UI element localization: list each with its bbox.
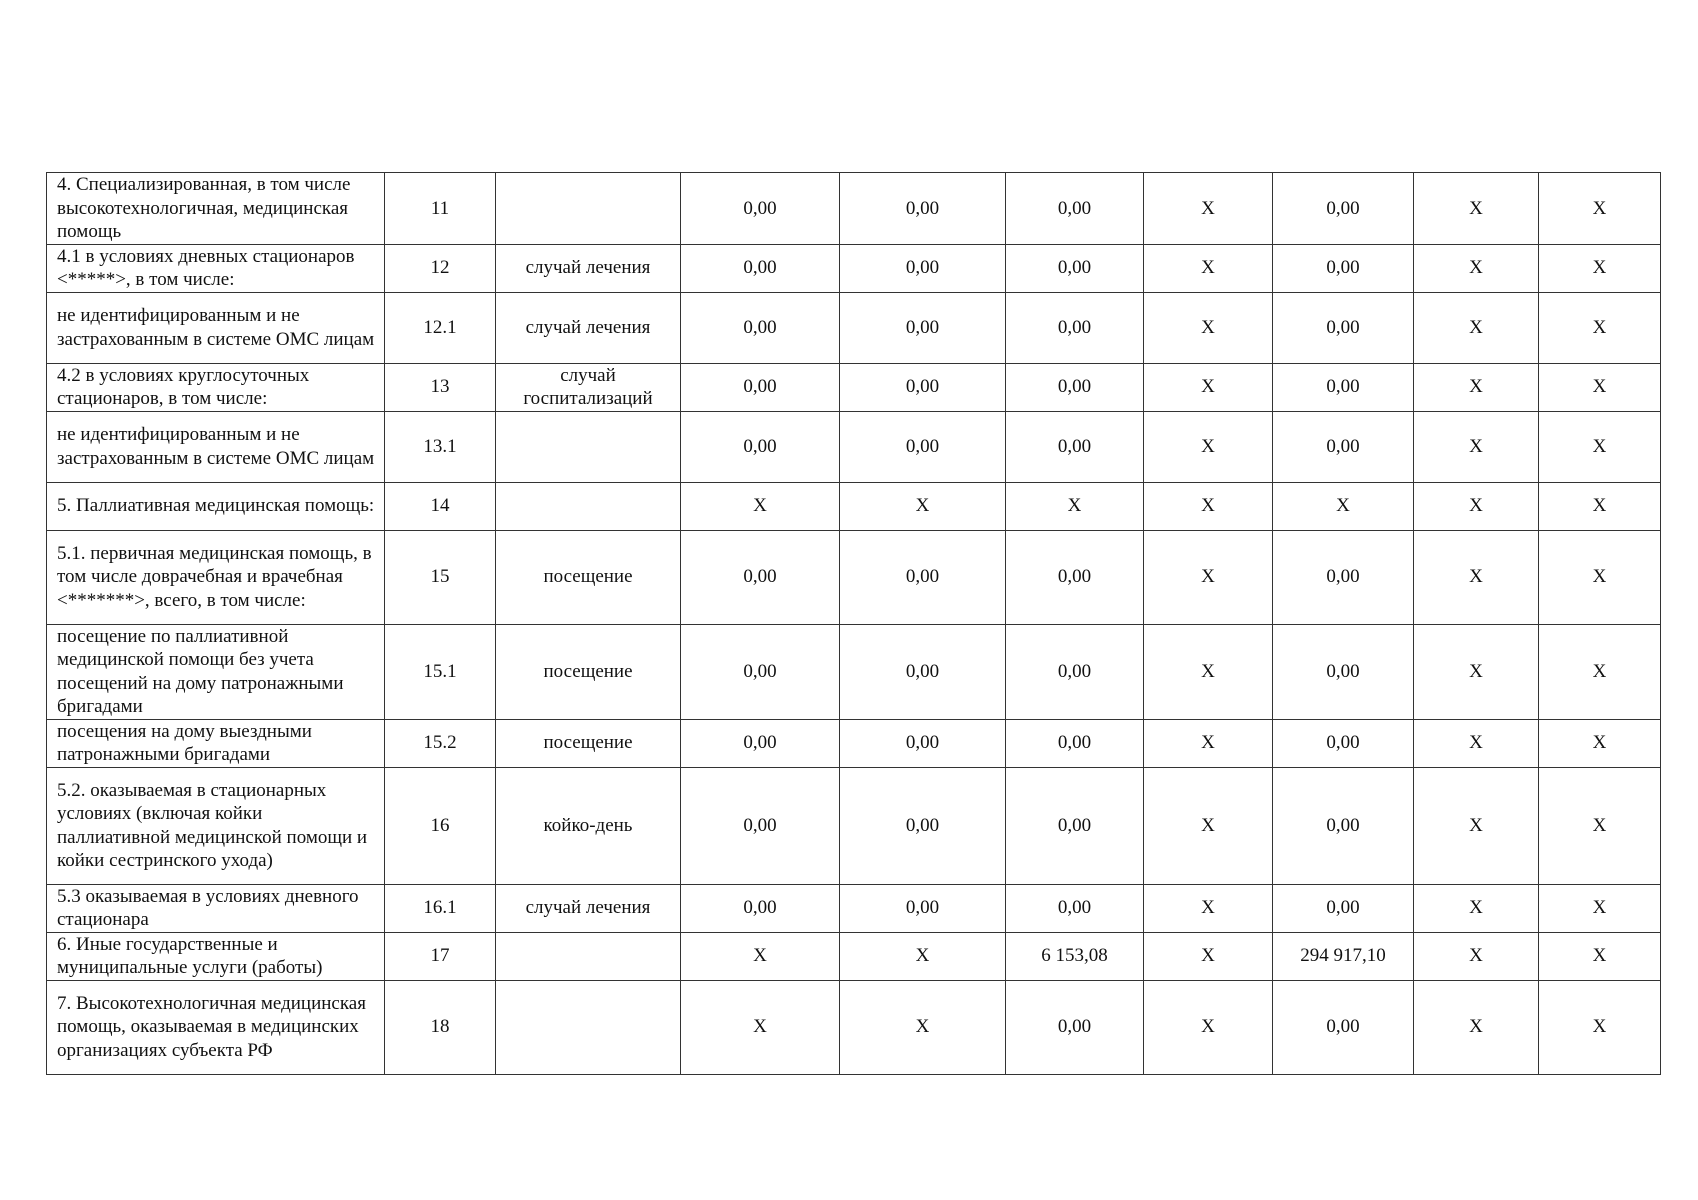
row-col-6: X bbox=[1414, 980, 1539, 1074]
row-col-5: 0,00 bbox=[1273, 719, 1414, 767]
row-col-1: 0,00 bbox=[681, 767, 840, 884]
row-code: 18 bbox=[385, 980, 496, 1074]
row-col-5: 0,00 bbox=[1273, 767, 1414, 884]
row-col-3: 0,00 bbox=[1006, 884, 1144, 932]
row-col-5: 0,00 bbox=[1273, 530, 1414, 624]
row-name: 5.1. первичная медицинская помощь, в том числе доврачебная и врачебная <*******>, всего, в том числе: bbox=[47, 530, 385, 624]
table-row bbox=[47, 411, 1661, 482]
row-col-7: X bbox=[1539, 884, 1661, 932]
table-row bbox=[47, 719, 1661, 767]
row-col-7: X bbox=[1539, 980, 1661, 1074]
row-col-6: X bbox=[1414, 173, 1539, 245]
row-col-7: X bbox=[1539, 767, 1661, 884]
row-code: 12.1 bbox=[385, 292, 496, 363]
row-col-1: X bbox=[681, 932, 840, 980]
row-unit bbox=[496, 482, 681, 530]
row-col-2: 0,00 bbox=[840, 173, 1006, 245]
row-col-4: X bbox=[1144, 884, 1273, 932]
table-row bbox=[47, 932, 1661, 980]
row-col-5: 0,00 bbox=[1273, 363, 1414, 411]
table-row bbox=[47, 173, 1661, 245]
row-col-3: 0,00 bbox=[1006, 411, 1144, 482]
row-col-4: X bbox=[1144, 363, 1273, 411]
row-unit: случай лечения bbox=[496, 244, 681, 292]
row-col-1: 0,00 bbox=[681, 530, 840, 624]
row-col-2: 0,00 bbox=[840, 530, 1006, 624]
row-col-3: 0,00 bbox=[1006, 530, 1144, 624]
row-col-3: 0,00 bbox=[1006, 980, 1144, 1074]
row-col-7: X bbox=[1539, 624, 1661, 719]
row-code: 13.1 bbox=[385, 411, 496, 482]
row-col-3: 0,00 bbox=[1006, 719, 1144, 767]
row-col-6: X bbox=[1414, 624, 1539, 719]
row-col-7: X bbox=[1539, 173, 1661, 245]
row-col-3: 0,00 bbox=[1006, 292, 1144, 363]
row-col-2: X bbox=[840, 980, 1006, 1074]
row-col-5: 0,00 bbox=[1273, 624, 1414, 719]
row-name: 5.2. оказываемая в стационарных условиях (включая койки паллиативной медицинской помощи и койки сестринского ухода) bbox=[47, 767, 385, 884]
row-col-3: 0,00 bbox=[1006, 244, 1144, 292]
row-col-4: X bbox=[1144, 624, 1273, 719]
table-row bbox=[47, 482, 1661, 530]
table-row bbox=[47, 530, 1661, 624]
row-name: 4.2 в условиях круглосуточных стационаров, в том числе: bbox=[47, 363, 385, 411]
row-col-4: X bbox=[1144, 173, 1273, 245]
row-col-7: X bbox=[1539, 244, 1661, 292]
table-row bbox=[47, 292, 1661, 363]
row-col-6: X bbox=[1414, 767, 1539, 884]
row-unit: посещение bbox=[496, 530, 681, 624]
row-col-2: 0,00 bbox=[840, 767, 1006, 884]
row-name: 5.3 оказываемая в условиях дневного стационара bbox=[47, 884, 385, 932]
row-col-6: X bbox=[1414, 884, 1539, 932]
row-col-1: 0,00 bbox=[681, 884, 840, 932]
row-code: 14 bbox=[385, 482, 496, 530]
row-col-7: X bbox=[1539, 530, 1661, 624]
row-col-2: 0,00 bbox=[840, 884, 1006, 932]
row-col-5: 0,00 bbox=[1273, 244, 1414, 292]
row-col-1: 0,00 bbox=[681, 411, 840, 482]
row-col-5: X bbox=[1273, 482, 1414, 530]
row-col-4: X bbox=[1144, 292, 1273, 363]
row-col-4: X bbox=[1144, 482, 1273, 530]
row-col-2: X bbox=[840, 932, 1006, 980]
row-col-5: 0,00 bbox=[1273, 411, 1414, 482]
row-col-2: 0,00 bbox=[840, 244, 1006, 292]
table-row bbox=[47, 363, 1661, 411]
row-col-6: X bbox=[1414, 363, 1539, 411]
row-col-7: X bbox=[1539, 292, 1661, 363]
row-col-5: 0,00 bbox=[1273, 173, 1414, 245]
row-col-5: 0,00 bbox=[1273, 884, 1414, 932]
row-col-5: 0,00 bbox=[1273, 980, 1414, 1074]
row-col-3: 6 153,08 bbox=[1006, 932, 1144, 980]
row-col-2: 0,00 bbox=[840, 624, 1006, 719]
row-col-2: X bbox=[840, 482, 1006, 530]
row-col-1: 0,00 bbox=[681, 624, 840, 719]
row-col-1: 0,00 bbox=[681, 719, 840, 767]
row-name: не идентифицированным и не застрахованным в системе ОМС лицам bbox=[47, 411, 385, 482]
row-col-7: X bbox=[1539, 363, 1661, 411]
row-col-2: 0,00 bbox=[840, 363, 1006, 411]
row-col-4: X bbox=[1144, 932, 1273, 980]
row-code: 17 bbox=[385, 932, 496, 980]
row-col-4: X bbox=[1144, 719, 1273, 767]
row-col-2: 0,00 bbox=[840, 719, 1006, 767]
row-col-2: 0,00 bbox=[840, 411, 1006, 482]
row-col-3: X bbox=[1006, 482, 1144, 530]
table-body bbox=[47, 173, 1661, 1075]
row-name: посещение по паллиативной медицинской помощи без учета посещений на дому патронажными бригадами bbox=[47, 624, 385, 719]
row-col-1: X bbox=[681, 980, 840, 1074]
row-col-6: X bbox=[1414, 482, 1539, 530]
row-col-7: X bbox=[1539, 932, 1661, 980]
table-row bbox=[47, 980, 1661, 1074]
row-unit bbox=[496, 411, 681, 482]
row-name: 5. Паллиативная медицинская помощь: bbox=[47, 482, 385, 530]
row-code: 15.1 bbox=[385, 624, 496, 719]
table-row bbox=[47, 884, 1661, 932]
row-col-7: X bbox=[1539, 411, 1661, 482]
row-col-3: 0,00 bbox=[1006, 173, 1144, 245]
row-col-2: 0,00 bbox=[840, 292, 1006, 363]
financing-table bbox=[46, 172, 1661, 1075]
row-code: 12 bbox=[385, 244, 496, 292]
row-unit: койко-день bbox=[496, 767, 681, 884]
row-col-6: X bbox=[1414, 530, 1539, 624]
row-code: 15 bbox=[385, 530, 496, 624]
row-col-6: X bbox=[1414, 411, 1539, 482]
row-code: 11 bbox=[385, 173, 496, 245]
row-col-1: 0,00 bbox=[681, 363, 840, 411]
row-col-3: 0,00 bbox=[1006, 363, 1144, 411]
row-unit: посещение bbox=[496, 719, 681, 767]
row-col-7: X bbox=[1539, 719, 1661, 767]
table-row bbox=[47, 244, 1661, 292]
row-unit bbox=[496, 932, 681, 980]
row-col-5: 294 917,10 bbox=[1273, 932, 1414, 980]
table-row bbox=[47, 624, 1661, 719]
row-col-1: 0,00 bbox=[681, 173, 840, 245]
table-row bbox=[47, 767, 1661, 884]
row-name: 7. Высокотехнологичная медицинская помощь, оказываемая в медицинских организациях субъекта РФ bbox=[47, 980, 385, 1074]
row-unit bbox=[496, 173, 681, 245]
row-col-1: X bbox=[681, 482, 840, 530]
row-col-3: 0,00 bbox=[1006, 624, 1144, 719]
row-name: 4. Специализированная, в том числе высокотехнологичная, медицинская помощь bbox=[47, 173, 385, 245]
row-unit bbox=[496, 980, 681, 1074]
row-col-4: X bbox=[1144, 244, 1273, 292]
row-name: посещения на дому выездными патронажными бригадами bbox=[47, 719, 385, 767]
row-col-4: X bbox=[1144, 530, 1273, 624]
row-unit: случай лечения bbox=[496, 292, 681, 363]
row-unit: случай госпитализаций bbox=[496, 363, 681, 411]
row-col-1: 0,00 bbox=[681, 292, 840, 363]
row-col-3: 0,00 bbox=[1006, 767, 1144, 884]
row-col-5: 0,00 bbox=[1273, 292, 1414, 363]
row-col-6: X bbox=[1414, 292, 1539, 363]
row-col-6: X bbox=[1414, 719, 1539, 767]
row-col-7: X bbox=[1539, 482, 1661, 530]
row-col-4: X bbox=[1144, 767, 1273, 884]
row-col-1: 0,00 bbox=[681, 244, 840, 292]
row-col-6: X bbox=[1414, 932, 1539, 980]
row-col-6: X bbox=[1414, 244, 1539, 292]
row-name: 4.1 в условиях дневных стационаров <*****>, в том числе: bbox=[47, 244, 385, 292]
row-unit: случай лечения bbox=[496, 884, 681, 932]
row-unit: посещение bbox=[496, 624, 681, 719]
row-code: 13 bbox=[385, 363, 496, 411]
row-name: 6. Иные государственные и муниципальные услуги (работы) bbox=[47, 932, 385, 980]
row-name: не идентифицированным и не застрахованным в системе ОМС лицам bbox=[47, 292, 385, 363]
row-code: 16.1 bbox=[385, 884, 496, 932]
row-code: 15.2 bbox=[385, 719, 496, 767]
row-col-4: X bbox=[1144, 980, 1273, 1074]
row-code: 16 bbox=[385, 767, 496, 884]
row-col-4: X bbox=[1144, 411, 1273, 482]
